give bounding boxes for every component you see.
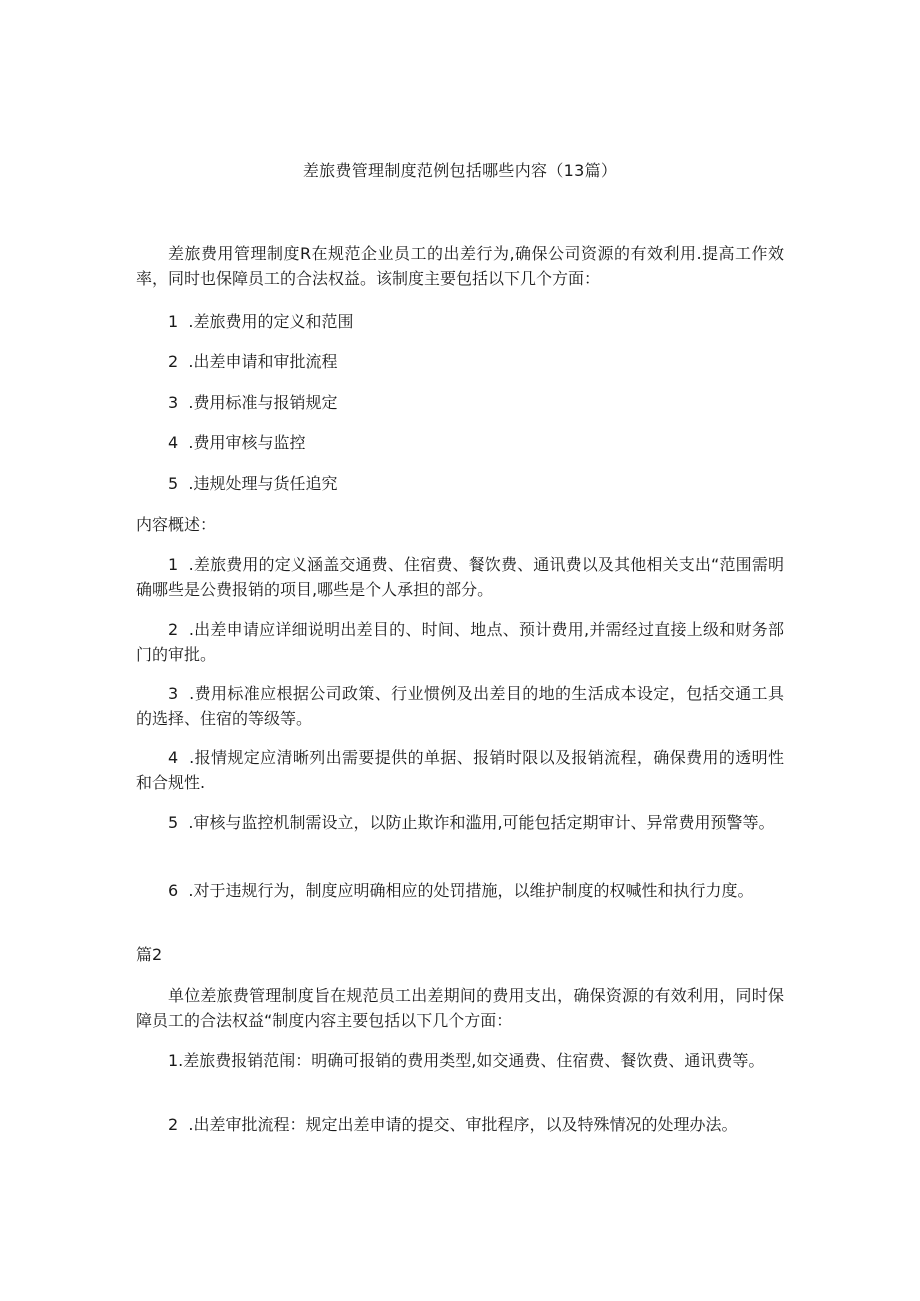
overview-item-5: 5 .审核与监控机制需设立，以防止欺诈和滥用,可能包括定期审计、异常费用预警等。 xyxy=(168,813,775,832)
section-2-intro: 单位差旅费管理制度旨在规范员工出差期间的费用支出，确保资源的有效利用，同时保障员工的合法权益“制度内容主要包括以下几个方面： xyxy=(136,986,784,1030)
section-2-item-2: 2 .出差审批流程：规定出差申请的提交、审批程序，以及特殊情况的处理办法。 xyxy=(168,1115,738,1134)
overview-item-6: 6 .对于违规行为，制度应明确相应的处罚措施，以维护制度的权喊性和执行力度。 xyxy=(168,881,754,900)
outline-item-2: 2 .出差申请和审批流程 xyxy=(168,352,338,371)
overview-item-2: 2 .出差申请应详细说明出差目的、时间、地点、预计费用,并需经过直接上级和财务部门的审批。 xyxy=(136,620,784,664)
outline-item-4: 4 .费用审核与监控 xyxy=(168,433,306,452)
outline-item-1: 1 .差旅费用的定义和范围 xyxy=(168,312,354,331)
section-2-heading: 篇2 xyxy=(136,945,163,964)
intro-paragraph: 差旅费用管理制度R在规范企业员工的出差行为,确保公司资源的有效利用.提高工作效率，同时也保障员工的合法权益。该制度主要包括以下几个方面： xyxy=(136,244,784,288)
overview-item-3: 3 .费用标准应根据公司政策、行业惯例及出差目的地的生活成本设定，包括交通工具的选择、住宿的等级等。 xyxy=(136,684,784,728)
overview-heading: 内容概述： xyxy=(136,515,217,534)
outline-item-3: 3 .费用标准与报销规定 xyxy=(168,393,338,412)
outline-item-5: 5 .违规处理与货任追究 xyxy=(168,474,338,493)
document-title: 差旅费管理制度范例包括哪些内容（13篇） xyxy=(302,161,618,180)
section-2-item-1: 1.差旅费报销范闱：明确可报销的费用类型,如交通费、住宿费、餐饮费、通讯费等。 xyxy=(168,1051,765,1070)
overview-item-1: 1 .差旅费用的定义涵盖交通费、住宿费、餐饮费、通讯费以及其他相关支出“范围需明确哪些是公费报销的项目,哪些是个人承担的部分。 xyxy=(136,555,784,599)
overview-item-4: 4 .报情规定应清晰列出需要提供的单据、报销时限以及报销流程，确保费用的透明性和合规性. xyxy=(136,748,784,792)
